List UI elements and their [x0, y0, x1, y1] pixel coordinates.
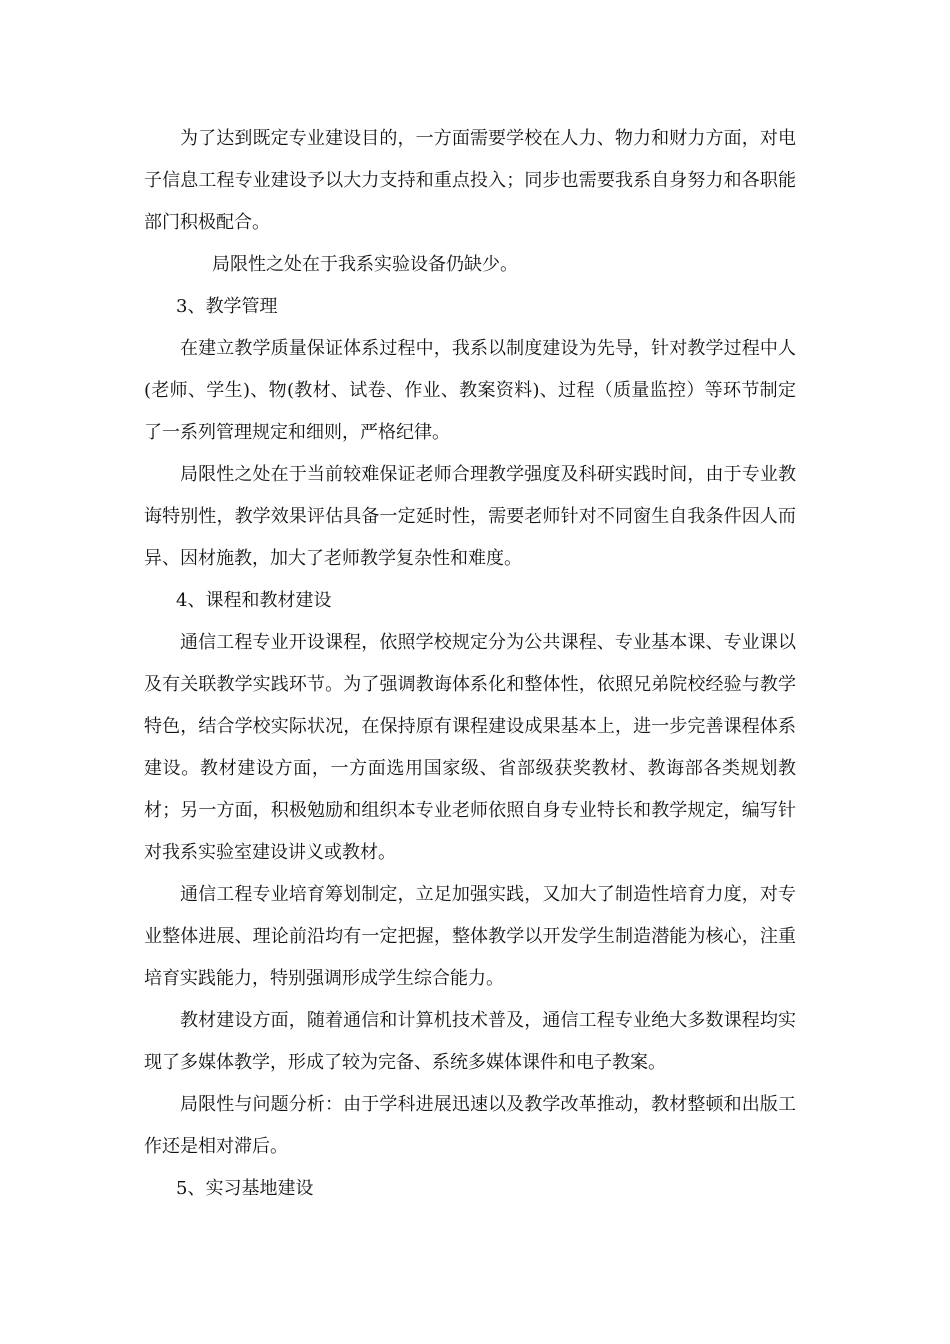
paragraph-problem-analysis: 局限性与问题分析：由于学科进展迅速以及教学改革推动，教材整顿和出版工作还是相对滞后。 [144, 1094, 796, 1157]
paragraph-training-plan: 通信工程专业培育筹划制定，立足加强实践，又加大了制造性培育力度，对专业整体进展、理论前沿均有一定把握，整体教学以开发学生制造潜能为核心，注重培育实践能力，特别强调形成学生综合能力。 [144, 884, 796, 989]
paragraph-quality-system: 在建立教学质量保证体系过程中，我系以制度建设为先导，针对教学过程中人(老师、学生)、物(教材、试卷、作业、教案资料)、过程（质量监控）等环节制定了一系列管理规定和细则，严格纪律。 [144, 338, 796, 443]
section-heading-teaching-management: 3、教学管理 [176, 296, 278, 317]
paragraph-equipment-limitation: 局限性之处在于我系实验设备仍缺少。 [212, 254, 518, 275]
paragraph-multimedia: 教材建设方面，随着通信和计算机技术普及，通信工程专业绝大多数课程均实现了多媒体教学，形成了较为完备、系统多媒体课件和电子教案。 [144, 1010, 796, 1073]
section-heading-curriculum: 4、课程和教材建设 [176, 590, 332, 611]
paragraph-teaching-limitation: 局限性之处在于当前较难保证老师合理教学强度及科研实践时间，由于专业教诲特别性，教学效果评估具备一定延时性，需要老师针对不同窗生自我条件因人而异、因材施教，加大了老师教学复杂性和难度。 [144, 464, 796, 569]
paragraph-curriculum-structure: 通信工程专业开设课程，依照学校规定分为公共课程、专业基本课、专业课以及有关联教学实践环节。为了强调教诲体系化和整体性，依照兄弟院校经验与教学特色，结合学校实际状况，在保持原有课程建设成果基本上，进一步完善课程体系建设。教材建设方面，一方面选用国家级、省部级获奖教材、教诲部各类规划教材；另一方面，积极勉励和组织本专业老师依照自身专业特长和教学规定，编写针对我系实验室建设讲义或教材。 [144, 632, 796, 863]
section-heading-internship-base: 5、实习基地建设 [176, 1178, 314, 1199]
paragraph-support: 为了达到既定专业建设目的，一方面需要学校在人力、物力和财力方面，对电子信息工程专业建设予以大力支持和重点投入；同步也需要我系自身努力和各职能部门积极配合。 [144, 128, 796, 233]
document-body [144, 118, 796, 1210]
